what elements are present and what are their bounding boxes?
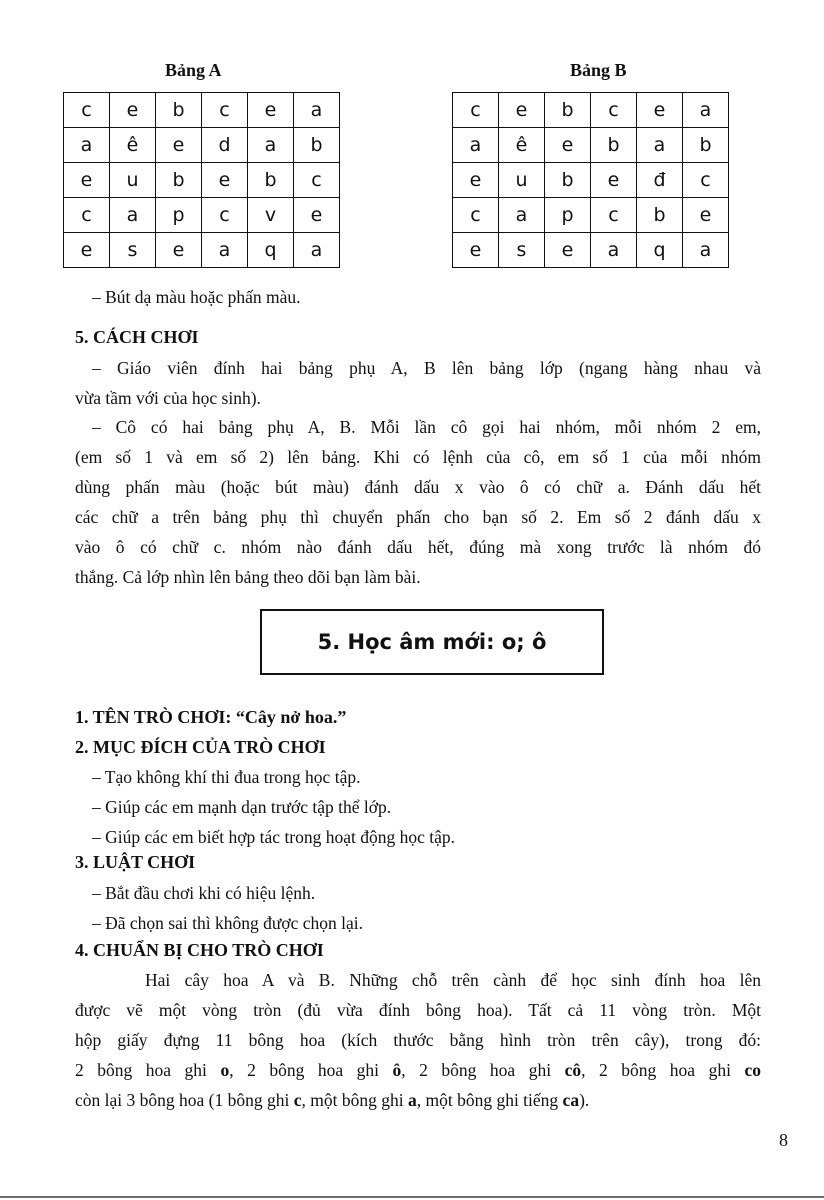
table-cell: ê: [110, 128, 156, 163]
table-cell: q: [637, 233, 683, 268]
material-item: – Bút dạ màu hoặc phấn màu.: [92, 287, 301, 307]
table-cell: e: [248, 93, 294, 128]
rules-paragraph-2-line: các chữ a trên bảng phụ thì chuyển phấn cho bạn số 2. Em số 2 đánh dấu x: [75, 507, 761, 527]
preparation-heading: 4. CHUẨN BỊ CHO TRÒ CHƠI: [75, 940, 324, 960]
table-a: [63, 92, 340, 268]
table-a-title: Bảng A: [165, 60, 222, 80]
purpose-item: – Tạo không khí thi đua trong học tập.: [92, 767, 361, 787]
table-cell: b: [545, 93, 591, 128]
rule-item: – Bắt đầu chơi khi có hiệu lệnh.: [92, 883, 316, 903]
table-row: [453, 128, 729, 163]
table-cell: b: [637, 198, 683, 233]
preparation-line: 2 bông hoa ghi o, 2 bông hoa ghi ô, 2 bông hoa ghi cô, 2 bông hoa ghi co: [75, 1060, 761, 1080]
table-row: [64, 128, 340, 163]
table-cell: đ: [637, 163, 683, 198]
purpose-heading: 2. MỤC ĐÍCH CỦA TRÒ CHƠI: [75, 737, 326, 757]
table-cell: a: [499, 198, 545, 233]
table-cell: a: [637, 128, 683, 163]
table-cell: a: [110, 198, 156, 233]
rules-paragraph-1: – Giáo viên đính hai bảng phụ A, B lên bảng lớp (ngang hàng nhau và: [92, 358, 761, 378]
table-cell: u: [110, 163, 156, 198]
table-cell: c: [453, 198, 499, 233]
table-cell: a: [294, 233, 340, 268]
table-cell: a: [294, 93, 340, 128]
purpose-item: – Giúp các em mạnh dạn trước tập thể lớp.: [92, 797, 392, 817]
how-to-play-heading: 5. CÁCH CHƠI: [75, 327, 199, 347]
section-title: 5. Học âm mới: o; ô: [317, 630, 547, 654]
table-cell: a: [248, 128, 294, 163]
table-cell: b: [545, 163, 591, 198]
table-cell: c: [683, 163, 729, 198]
table-cell: e: [545, 233, 591, 268]
table-cell: s: [499, 233, 545, 268]
table-cell: e: [545, 128, 591, 163]
table-cell: b: [248, 163, 294, 198]
table-cell: b: [294, 128, 340, 163]
table-cell: e: [64, 233, 110, 268]
table-cell: c: [591, 93, 637, 128]
table-cell: e: [64, 163, 110, 198]
table-cell: b: [591, 128, 637, 163]
game-name-heading: 1. TÊN TRÒ CHƠI: “Cây nở hoa.”: [75, 707, 347, 727]
table-row: [64, 163, 340, 198]
table-cell: b: [683, 128, 729, 163]
table-cell: c: [64, 198, 110, 233]
table-cell: c: [64, 93, 110, 128]
table-row: [453, 93, 729, 128]
table-cell: a: [64, 128, 110, 163]
table-cell: c: [591, 198, 637, 233]
page-bottom-edge: [0, 1196, 824, 1198]
table-cell: c: [453, 93, 499, 128]
table-cell: e: [202, 163, 248, 198]
table-cell: e: [499, 93, 545, 128]
table-row: [64, 233, 340, 268]
table-cell: b: [156, 93, 202, 128]
table-cell: b: [156, 163, 202, 198]
rules-paragraph-1-cont: vừa tầm với của học sinh).: [75, 388, 261, 408]
rules-paragraph-2-line: dùng phấn màu (hoặc bút màu) đánh dấu x vào ô có chữ a. Đánh dấu hết: [75, 477, 761, 497]
table-cell: e: [156, 233, 202, 268]
table-cell: a: [683, 233, 729, 268]
table-cell: ê: [499, 128, 545, 163]
rules-paragraph-2-line: – Cô có hai bảng phụ A, B. Mỗi lần cô gọi hai nhóm, mỗi nhóm 2 em,: [92, 417, 761, 437]
page-number: 8: [779, 1130, 788, 1150]
table-cell: c: [202, 198, 248, 233]
table-cell: a: [591, 233, 637, 268]
preparation-line: còn lại 3 bông hoa (1 bông ghi c, một bông ghi a, một bông ghi tiếng ca).: [75, 1090, 590, 1110]
table-cell: p: [156, 198, 202, 233]
table-cell: u: [499, 163, 545, 198]
rules-heading: 3. LUẬT CHƠI: [75, 852, 196, 872]
table-cell: s: [110, 233, 156, 268]
rules-paragraph-2-line: thắng. Cả lớp nhìn lên bảng theo dõi bạn làm bài.: [75, 567, 421, 587]
table-cell: e: [110, 93, 156, 128]
rules-paragraph-2-line: (em số 1 và em số 2) lên bảng. Khi có lệnh của cô, em số 1 của mỗi nhóm: [75, 447, 761, 467]
table-b: [452, 92, 729, 268]
preparation-line: Hai cây hoa A và B. Những chỗ trên cành để học sinh đính hoa lên: [145, 970, 761, 990]
purpose-item: – Giúp các em biết hợp tác trong hoạt động học tập.: [92, 827, 456, 847]
table-cell: e: [637, 93, 683, 128]
table-cell: e: [591, 163, 637, 198]
rules-paragraph-2-line: vào ô có chữ c. nhóm nào đánh dấu hết, đúng mà xong trước là nhóm đó: [75, 537, 761, 557]
section-title-box: [260, 609, 604, 675]
table-row: [64, 93, 340, 128]
table-row: [453, 233, 729, 268]
table-b-title: Bảng B: [570, 60, 627, 80]
table-row: [64, 198, 340, 233]
table-row: [453, 198, 729, 233]
table-cell: a: [683, 93, 729, 128]
table-cell: e: [453, 163, 499, 198]
preparation-line: được vẽ một vòng tròn (đủ vừa đính bông hoa). Tất cả 11 vòng tròn. Một: [75, 1000, 761, 1020]
table-cell: e: [156, 128, 202, 163]
table-cell: c: [294, 163, 340, 198]
table-cell: d: [202, 128, 248, 163]
preparation-line: hộp giấy đựng 11 bông hoa (kích thước bằng hình tròn trên cây), trong đó:: [75, 1030, 761, 1050]
table-cell: p: [545, 198, 591, 233]
table-cell: e: [294, 198, 340, 233]
table-cell: a: [453, 128, 499, 163]
table-cell: q: [248, 233, 294, 268]
table-cell: c: [202, 93, 248, 128]
rule-item: – Đã chọn sai thì không được chọn lại.: [92, 913, 363, 933]
table-cell: a: [202, 233, 248, 268]
table-row: [453, 163, 729, 198]
table-cell: e: [453, 233, 499, 268]
table-cell: v: [248, 198, 294, 233]
table-cell: e: [683, 198, 729, 233]
